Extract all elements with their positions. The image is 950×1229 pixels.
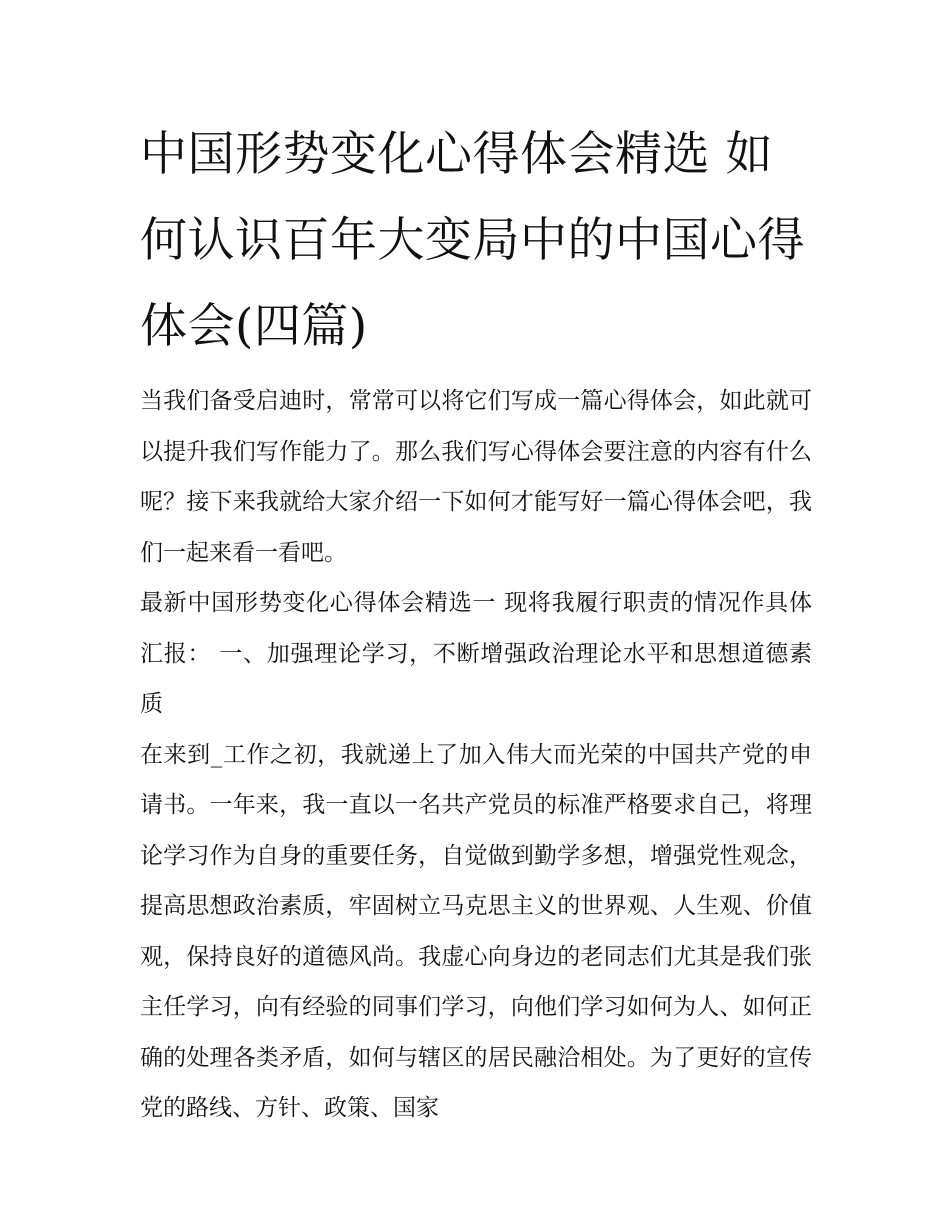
document-page <box>140 112 812 1134</box>
section-heading-paragraph: 最新中国形势变化心得体会精选一 现将我履行职责的情况作具体汇报： 一、加强理论学习，不断增强政治理论水平和思想道德素质 <box>140 590 812 717</box>
body-paragraph: 在来到_工作之初，我就递上了加入伟大而光荣的中国共产党的申请书。一年来，我一直以一名共产党员的标准严格要求自己，将理论学习作为自身的重要任务，自觉做到勤学多想，增强党性观念，提高思想政治素质，牢固树立马克思主义的世界观、人生观、价值观，保持良好的道德风尚。我虚心向身边的老同志们尤其是我们张主任学习，向有经验的同事们学习，向他们学习如何为人、如何正确的处理各类矛盾，如何与辖区的居民融洽相处。为了更好的宣传党的路线、方针、政策、国家 <box>140 741 812 1121</box>
document-title: 中国形势变化心得体会精选 如何认识百年大变局中的中国心得体会(四篇) <box>140 127 805 354</box>
intro-paragraph: 当我们备受启迪时，常常可以将它们写成一篇心得体会，如此就可以提升我们写作能力了。那么我们写心得体会要注意的内容有什么呢？接下来我就给大家介绍一下如何才能写好一篇心得体会吧，我们一起来看一看吧。 <box>140 388 812 566</box>
document-body <box>140 376 812 1134</box>
